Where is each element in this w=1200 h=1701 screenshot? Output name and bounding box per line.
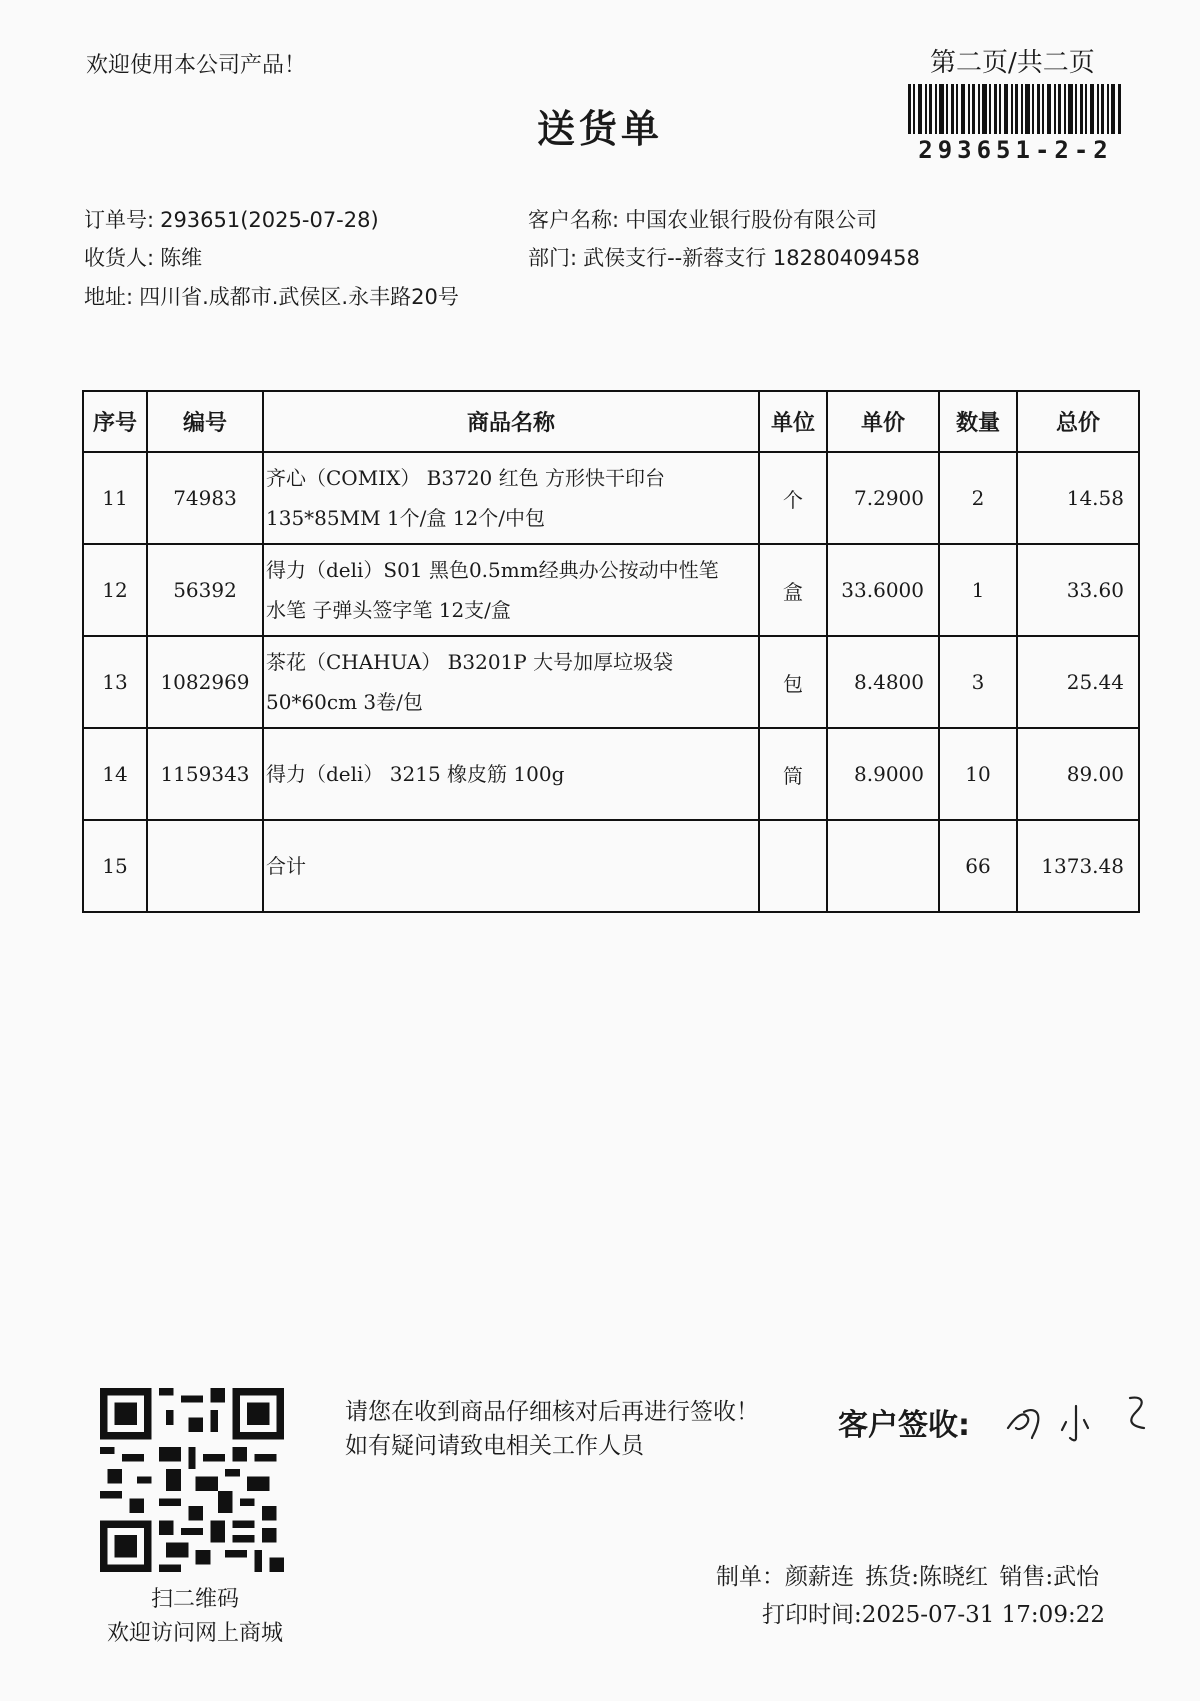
cell-name <box>263 820 759 912</box>
cell-seq: 11 <box>83 452 147 544</box>
customer-label: 客户名称: <box>528 208 620 232</box>
dept-value: 武侯支行--新蓉支行 18280409458 <box>583 246 920 270</box>
cell-seq: 13 <box>83 636 147 728</box>
department <box>528 242 920 272</box>
grand-total: 1373.48 <box>1017 820 1139 912</box>
col-seq-header: 序号 <box>83 391 147 452</box>
cell-name <box>263 452 759 544</box>
table-row <box>83 544 1139 636</box>
col-name-header: 商品名称 <box>263 391 759 452</box>
address-label: 地址: <box>84 285 134 309</box>
qr-code-image[interactable] <box>100 1388 284 1572</box>
cell-seq: 15 <box>83 820 147 912</box>
cell-name-line1: 得力（deli） 3215 橡皮筋 100g <box>266 762 565 786</box>
order-number <box>84 204 379 234</box>
table-row <box>83 728 1139 820</box>
barcode-image <box>908 84 1123 134</box>
cell-qty: 3 <box>939 636 1017 728</box>
total-label: 合计 <box>266 854 306 878</box>
welcome-text: 欢迎使用本公司产品！ <box>86 53 307 78</box>
address-value: 四川省.成都市.武侯区.永丰路20号 <box>139 285 459 309</box>
page-indicator: 第二页/共二页 <box>930 48 1095 78</box>
customer-sign-label: 客户签收: <box>838 1408 970 1443</box>
qr-caption-2: 欢迎访问网上商城 <box>106 1621 283 1646</box>
cell-code: 1159343 <box>147 728 263 820</box>
cell-qty: 2 <box>939 452 1017 544</box>
address <box>84 281 459 311</box>
total-qty: 66 <box>939 820 1017 912</box>
cell-price: 7.2900 <box>827 452 939 544</box>
signing-notice: 请您在收到商品仔细核对后再进行签收！如有疑问请致电相关工作人员 <box>345 1399 759 1459</box>
handwritten-signature <box>1002 1388 1172 1448</box>
cell-name-line1: 茶花（CHAHUA） B3201P 大号加厚垃圾袋 <box>266 650 674 674</box>
cell-name-line1: 得力（deli）S01 黑色0.5mm经典办公按动中性笔 <box>266 558 719 582</box>
cell-code: 56392 <box>147 544 263 636</box>
col-qty-header: 数量 <box>939 391 1017 452</box>
cell-code: 74983 <box>147 452 263 544</box>
qr-caption-1: 扫二维码 <box>150 1587 239 1612</box>
cell-code <box>147 820 263 912</box>
table-row <box>83 452 1139 544</box>
cell-name-line2: 水笔 子弹头签字笔 12支/盒 <box>266 598 511 622</box>
cell-total: 33.60 <box>1017 544 1139 636</box>
barcode-number: 293651-2-2 <box>918 136 1113 164</box>
cell-name-line1: 齐心（COMIX） B3720 红色 方形快干印台 <box>266 466 665 490</box>
table-header-row <box>83 391 1139 452</box>
cell-qty: 1 <box>939 544 1017 636</box>
cell-unit <box>759 820 827 912</box>
customer-name <box>528 204 877 234</box>
customer-value: 中国农业银行股份有限公司 <box>625 208 878 232</box>
order-value: 293651(2025-07-28) <box>160 208 379 232</box>
table-row <box>83 636 1139 728</box>
cell-name-line2: 135*85MM 1个/盒 12个/中包 <box>266 506 545 530</box>
col-price-header: 单价 <box>827 391 939 452</box>
cell-unit: 筒 <box>759 728 827 820</box>
staff-line: 制单：颜薪连 拣货:陈晓红 销售:武怡 <box>716 1564 1100 1590</box>
col-code-header: 编号 <box>147 391 263 452</box>
cell-unit: 个 <box>759 452 827 544</box>
table-total-row <box>83 820 1139 912</box>
cell-total: 25.44 <box>1017 636 1139 728</box>
cell-unit: 包 <box>759 636 827 728</box>
receiver-value: 陈维 <box>160 246 203 270</box>
cell-price <box>827 820 939 912</box>
cell-name <box>263 544 759 636</box>
dept-label: 部门: <box>528 246 578 270</box>
cell-name-line2: 50*60cm 3卷/包 <box>266 690 423 714</box>
cell-code: 1082969 <box>147 636 263 728</box>
print-time: 打印时间:2025-07-31 17:09:22 <box>762 1602 1105 1628</box>
items-table <box>82 390 1140 913</box>
col-total-header: 总价 <box>1017 391 1139 452</box>
cell-name <box>263 728 759 820</box>
cell-price: 8.9000 <box>827 728 939 820</box>
cell-name <box>263 636 759 728</box>
order-label: 订单号: <box>84 208 155 232</box>
document-title: 送货单 <box>536 107 663 151</box>
cell-seq: 14 <box>83 728 147 820</box>
receiver <box>84 242 202 272</box>
cell-price: 33.6000 <box>827 544 939 636</box>
cell-total: 89.00 <box>1017 728 1139 820</box>
cell-qty: 10 <box>939 728 1017 820</box>
cell-seq: 12 <box>83 544 147 636</box>
receiver-label: 收货人: <box>84 246 155 270</box>
cell-unit: 盒 <box>759 544 827 636</box>
col-unit-header: 单位 <box>759 391 827 452</box>
cell-price: 8.4800 <box>827 636 939 728</box>
cell-total: 14.58 <box>1017 452 1139 544</box>
